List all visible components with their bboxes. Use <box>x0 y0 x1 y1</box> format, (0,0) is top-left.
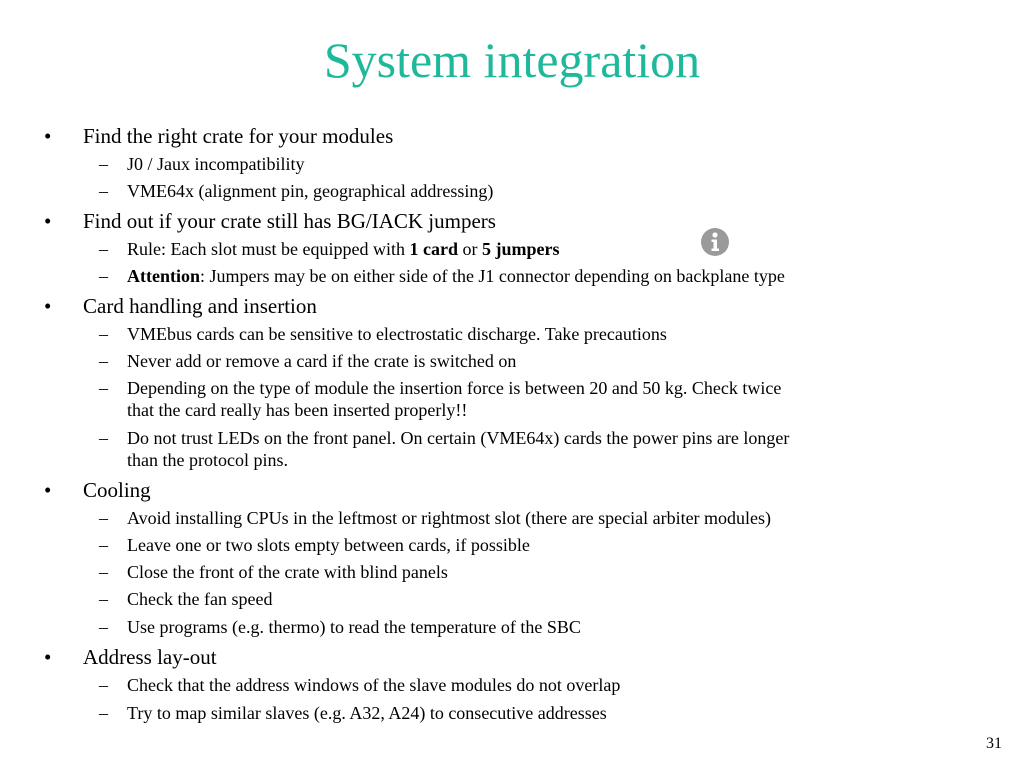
sub-bullet-marker: – <box>99 351 108 371</box>
sub-bullet-item <box>99 239 560 260</box>
bullet-text: Find out if your crate still has BG/IACK jumpers <box>83 209 496 233</box>
sub-bullet-item <box>99 324 667 345</box>
bullet-marker: • <box>44 294 52 318</box>
rule-emphasis-jumpers: 5 jumpers <box>481 239 560 259</box>
sub-bullet-item <box>99 154 305 175</box>
bullet-marker: • <box>44 645 52 669</box>
sub-bullet-marker: – <box>99 181 108 201</box>
sub-bullet-item <box>99 589 273 610</box>
sub-bullet-text: VME64x (alignment pin, geographical addressing) <box>127 181 494 201</box>
sub-bullet-item <box>99 675 621 696</box>
sub-bullet-item <box>99 428 790 449</box>
rule-text-or: or <box>457 239 482 259</box>
sub-bullet-item <box>99 351 517 372</box>
sub-bullet-marker: – <box>99 266 108 286</box>
sub-bullet-item <box>99 266 785 287</box>
sub-bullet-text: Use programs (e.g. thermo) to read the temperature of the SBC <box>127 617 581 637</box>
bullet-item <box>44 124 394 148</box>
bullet-item <box>44 645 217 669</box>
sub-bullet-marker: – <box>99 589 108 609</box>
rule-emphasis-card: 1 card <box>409 239 458 259</box>
sub-bullet-text: Try to map similar slaves (e.g. A32, A24) to consecutive addresses <box>127 703 607 723</box>
sub-bullet-item <box>99 617 581 638</box>
sub-bullet-marker: – <box>99 508 108 528</box>
sub-bullet-marker: – <box>99 239 108 259</box>
sub-bullet-marker: – <box>99 675 108 695</box>
sub-bullet-continuation <box>127 450 288 471</box>
bullet-text: Card handling and insertion <box>83 294 317 318</box>
bullet-marker: • <box>44 478 52 502</box>
bullet-text: Cooling <box>83 478 151 502</box>
sub-bullet-marker: – <box>99 617 108 637</box>
sub-bullet-text-line: Do not trust LEDs on the front panel. On certain (VME64x) cards the power pins are longer <box>127 428 790 448</box>
sub-bullet-item <box>99 562 448 583</box>
slide-title: System integration <box>323 32 701 88</box>
sub-bullet-marker: – <box>99 703 108 723</box>
sub-bullet-marker: – <box>99 428 108 448</box>
sub-bullet-item <box>99 508 772 529</box>
sub-bullet-marker: – <box>99 562 108 582</box>
sub-bullet-marker: – <box>99 324 108 344</box>
sub-bullet-item <box>99 703 607 724</box>
bullet-marker: • <box>44 124 52 148</box>
sub-bullet-text: Check the fan speed <box>127 589 273 609</box>
bullet-text: Address lay-out <box>83 645 217 669</box>
sub-bullet-item <box>99 378 782 399</box>
sub-bullet-marker: – <box>99 378 108 398</box>
sub-bullet-text: VMEbus cards can be sensitive to electrostatic discharge. Take precautions <box>127 324 667 344</box>
sub-bullet-continuation <box>127 400 467 421</box>
sub-bullet-text-line: than the protocol pins. <box>127 450 288 470</box>
attention-text: : Jumpers may be on either side of the J1 connector depending on backplane type <box>200 266 785 286</box>
sub-bullet-marker: – <box>99 154 108 174</box>
rule-text: Rule: Each slot must be equipped with <box>127 239 410 259</box>
sub-bullet-marker: – <box>99 535 108 555</box>
bullet-item <box>44 294 317 318</box>
sub-bullet-text: Close the front of the crate with blind panels <box>127 562 448 582</box>
sub-bullet-text: Leave one or two slots empty between cards, if possible <box>127 535 530 555</box>
sub-bullet-text: J0 / Jaux incompatibility <box>127 154 305 174</box>
attention-label: Attention <box>127 266 200 286</box>
page-number: 31 <box>986 735 1002 752</box>
sub-bullet-text: Avoid installing CPUs in the leftmost or rightmost slot (there are special arbiter modules) <box>127 508 772 528</box>
sub-bullet-text: Check that the address windows of the slave modules do not overlap <box>127 675 621 695</box>
sub-bullet-text-line: Depending on the type of module the insertion force is between 20 and 50 kg. Check twice <box>127 378 782 398</box>
bullet-marker: • <box>44 209 52 233</box>
bullet-item <box>44 478 151 502</box>
sub-bullet-item <box>99 535 530 556</box>
info-icon <box>700 227 730 257</box>
bullet-text: Find the right crate for your modules <box>83 124 394 148</box>
sub-bullet-text-line: that the card really has been inserted properly!! <box>127 400 468 420</box>
sub-bullet-item <box>99 181 494 202</box>
bullet-item <box>44 209 496 233</box>
sub-bullet-text: Never add or remove a card if the crate is switched on <box>127 351 517 371</box>
